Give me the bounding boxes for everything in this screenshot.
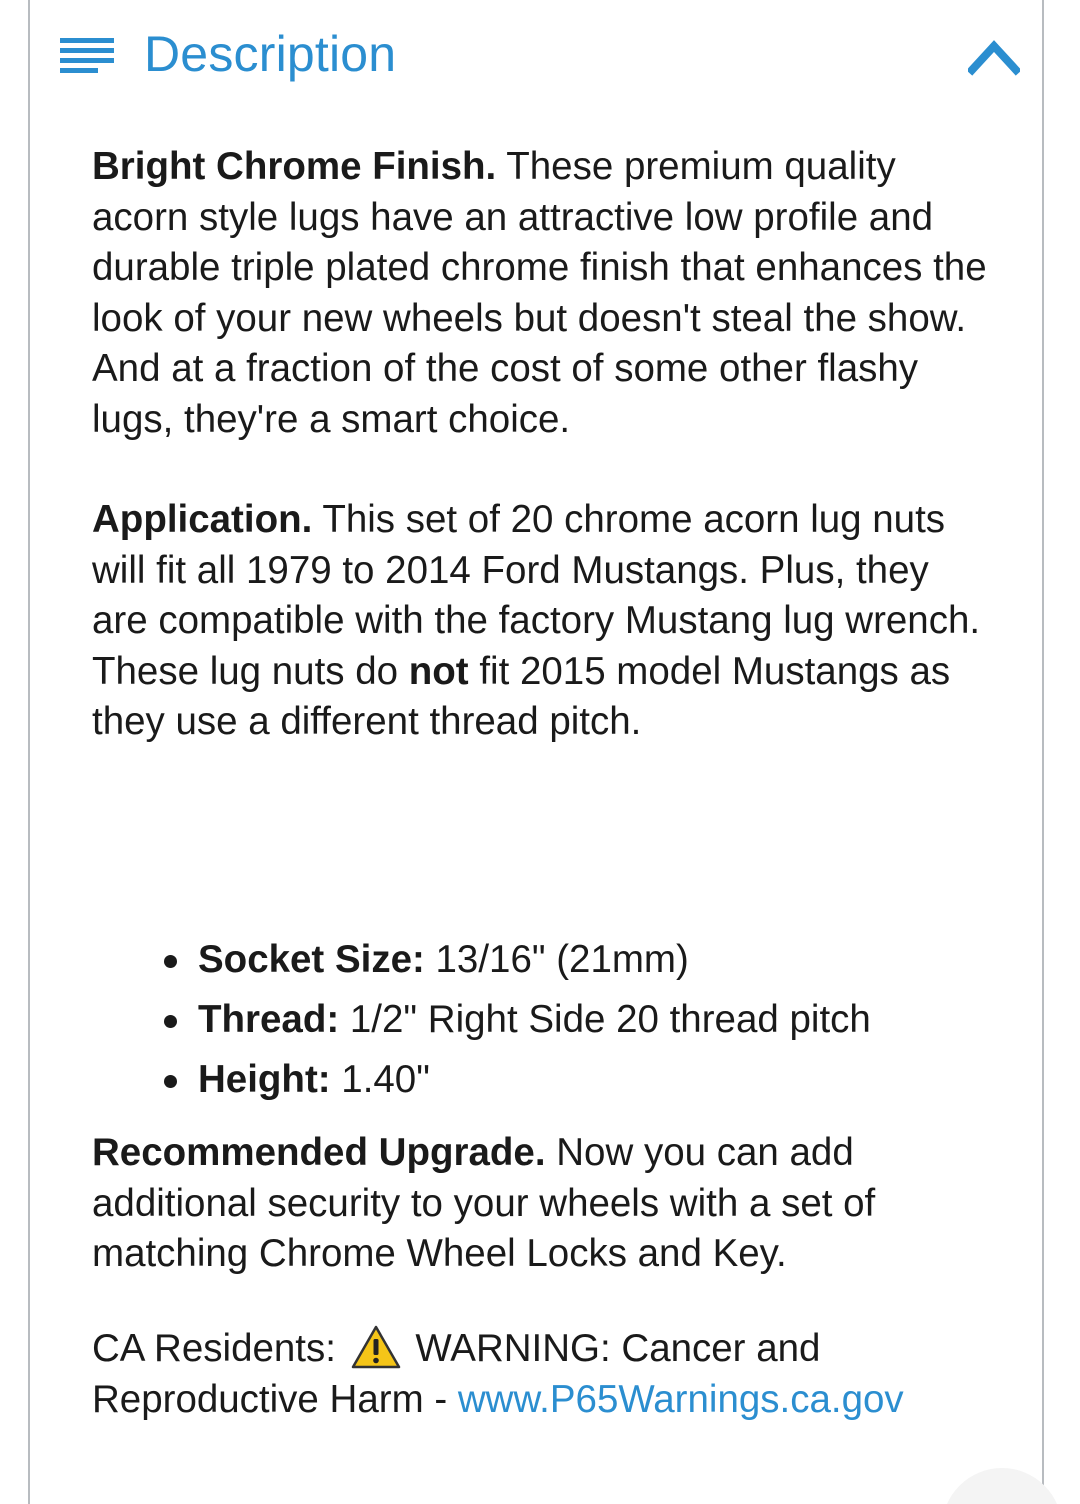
floating-button-edge[interactable] xyxy=(942,1468,1062,1504)
paragraph-application xyxy=(92,495,992,748)
spec-value: 13/16" (21mm) xyxy=(424,938,689,981)
text-application-a: This set of 20 chrome acorn lug nuts will fit all 1979 to 2014 Ford Mustangs. Plus, they are compatible with the factory Mustang lug wrench. These lug nuts do xyxy=(92,498,981,693)
text-upgrade: Now you can add additional security to your wheels with a set of matching Chrome Wheel Locks and Key. xyxy=(92,1131,876,1275)
spec-value: 1/2" Right Side 20 thread pitch xyxy=(339,998,871,1041)
spec-label: Socket Size: xyxy=(198,938,425,981)
paragraph-warning xyxy=(92,1324,1012,1425)
spec-value: 1.40" xyxy=(330,1058,430,1101)
description-body xyxy=(92,142,992,748)
spec-label: Thread: xyxy=(198,998,340,1041)
spec-item xyxy=(164,1050,871,1110)
p65-warnings-link[interactable]: www.P65Warnings.ca.gov xyxy=(457,1377,904,1421)
section-title: Description xyxy=(144,26,397,82)
heading-upgrade: Recommended Upgrade. xyxy=(92,1131,546,1174)
spec-item xyxy=(164,990,871,1050)
text-finish: These premium quality acorn style lugs have an attractive low profile and durable triple plated chrome finish that enhances the look of your new wheels but doesn't steal the show. And at a fraction of the cost of some other flashy lugs, they're a smart choice. xyxy=(92,145,987,441)
spec-label: Height: xyxy=(198,1058,331,1101)
ca-residents-label: CA Residents: xyxy=(92,1327,347,1370)
text-application-b: fit 2015 model Mustangs as they use a different thread pitch. xyxy=(92,649,951,743)
heading-finish: Bright Chrome Finish. xyxy=(92,145,497,188)
paragraph-upgrade xyxy=(92,1128,992,1280)
chevron-up-icon[interactable] xyxy=(968,36,1020,76)
warning-triangle-icon xyxy=(351,1325,401,1369)
spec-item xyxy=(164,930,871,990)
paragraph-finish xyxy=(92,142,992,445)
spec-list xyxy=(164,930,871,1110)
description-panel xyxy=(28,0,1044,1504)
menu-lines-icon xyxy=(60,36,114,74)
emphasis-not: not xyxy=(408,649,469,693)
description-header[interactable] xyxy=(30,0,1042,110)
warning-text: WARNING: Cancer and Reproductive Harm - xyxy=(92,1327,821,1421)
heading-application: Application. xyxy=(92,498,313,541)
